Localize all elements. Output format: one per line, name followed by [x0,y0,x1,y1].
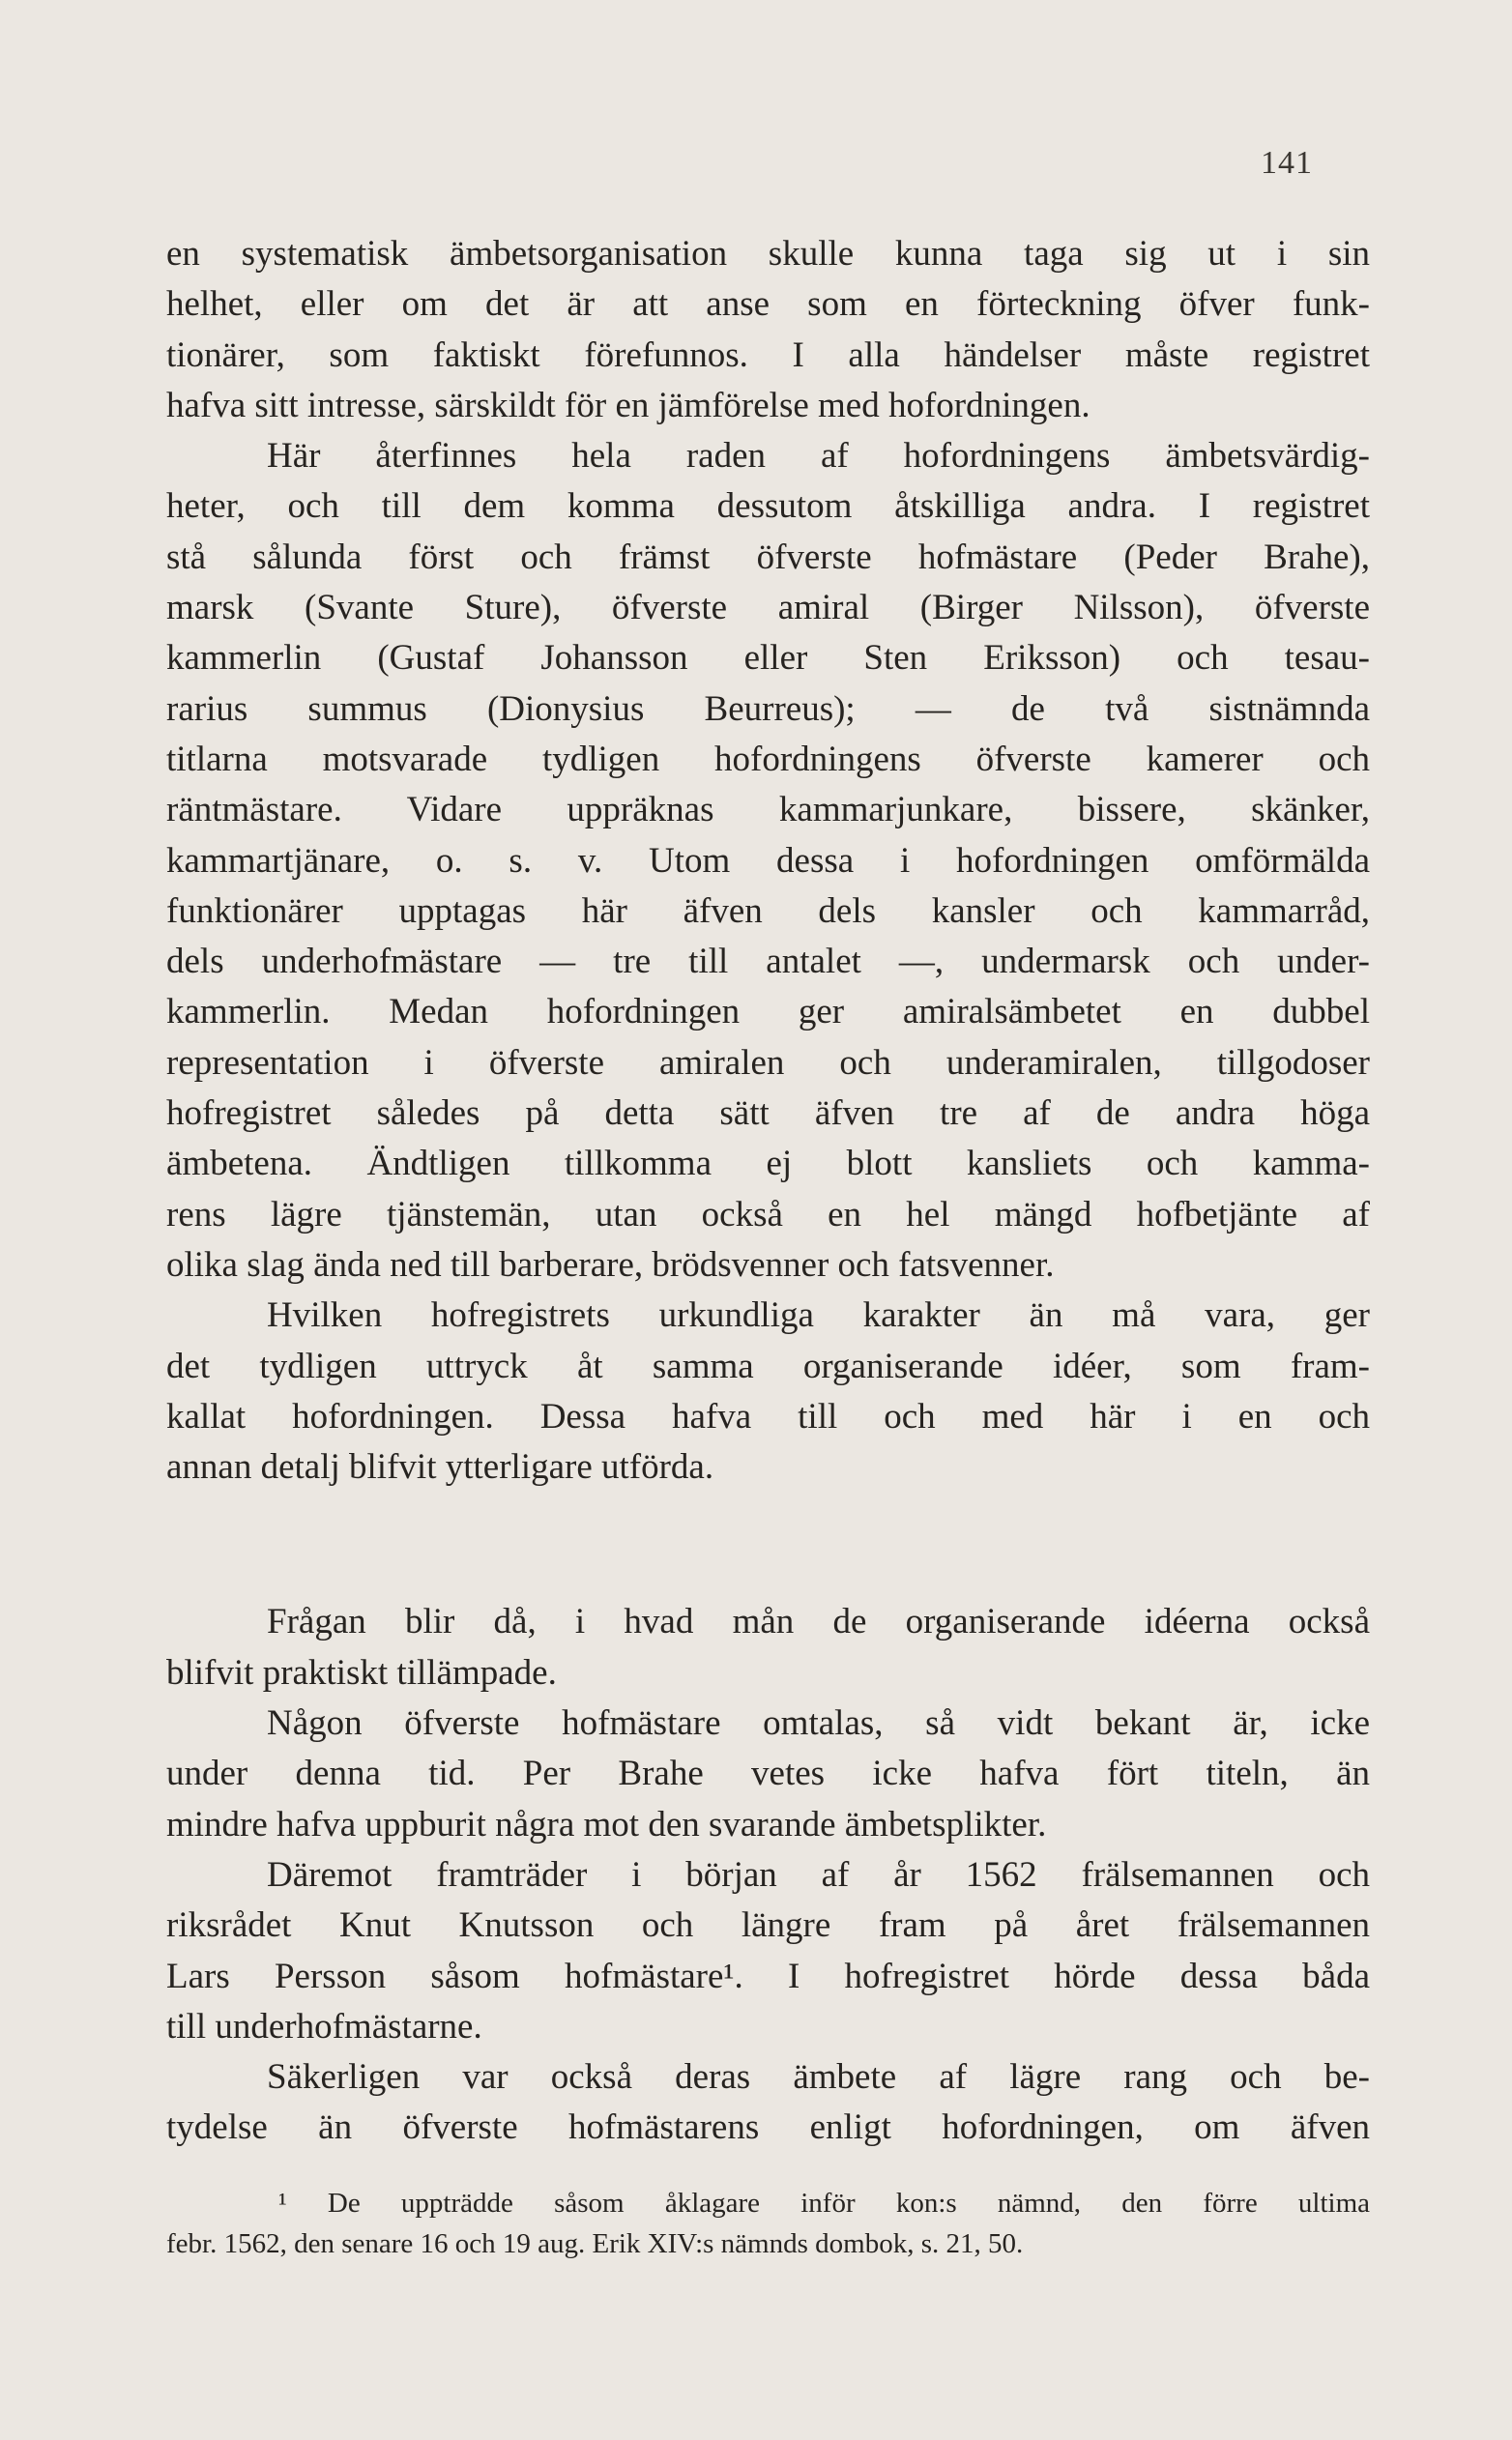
text-line: kammerlin (Gustaf Johansson eller Sten Eriksson) och tesau- [166,638,1370,679]
text-line: det tydligen uttryck åt samma organiserande idéer, som fram- [166,1346,1370,1386]
text-line: titlarna motsvarade tydligen hofordningens öfverste kamerer och [166,739,1370,779]
text-line: under denna tid. Per Brahe vetes icke hafva fört titeln, än [166,1754,1370,1794]
text-line: stå sålunda först och främst öfverste hofmästare (Peder Brahe), [166,537,1370,577]
text-line: kammerlin. Medan hofordningen ger amiralsämbetet en dubbel [166,992,1370,1032]
text-line: rarius summus (Dionysius Beurreus); — de två sistnämnda [166,688,1370,729]
text-line: kammartjänare, o. s. v. Utom dessa i hofordningen omförmälda [166,840,1370,881]
text-line: marsk (Svante Sture), öfverste amiral (Birger Nilsson), öfverste [166,588,1370,628]
text-line: tionärer, som faktiskt förefunnos. I alla händelser måste registret [166,334,1370,375]
text-line: rens lägre tjänstemän, utan också en hel mängd hofbetjänte af [166,1194,1370,1235]
text-line: Hvilken hofregistrets urkundliga karakter än må vara, ger [267,1295,1370,1336]
text-line: Frågan blir då, i hvad mån de organiserande idéerna också [267,1602,1370,1642]
text-line: Säkerligen var också deras ämbete af lägre rang och be- [267,2057,1370,2098]
text-line: representation i öfverste amiralen och underamiralen, tillgodoser [166,1042,1370,1083]
text-line: Däremot framträder i början af år 1562 frälsemannen och [267,1854,1370,1895]
text-line: tydelse än öfverste hofmästarens enligt hofordningen, om äfven [166,2107,1370,2148]
text-line: räntmästare. Vidare uppräknas kammarjunkare, bissere, skänker, [166,790,1370,830]
text-line: olika slag ända ned till barberare, brödsvenner och fatsvenner. [166,1244,1055,1285]
footnotes [166,2183,1370,2264]
text-line: helhet, eller om det är att anse som en förteckning öfver funk- [166,284,1370,325]
page-number: 141 [1261,145,1313,181]
text-line: kallat hofordningen. Dessa hafva till och med här i en och [166,1396,1370,1437]
section-break [166,1493,1370,1597]
text-line: till underhofmästarne. [166,2006,482,2047]
text-line: hafva sitt intresse, särskildt för en jämförelse med hofordningen. [166,385,1090,425]
text-line: dels underhofmästare — tre till antalet —, undermarsk och under- [166,942,1370,982]
footnote-line: ¹ De uppträdde såsom åklagare inför kon:s nämnd, den förre ultima [278,2188,1370,2219]
text-line: hofregistret således på detta sätt äfven tre af de andra höga [166,1093,1370,1134]
text-line: blifvit praktiskt tillämpade. [166,1652,557,1693]
footnote-line: febr. 1562, den senare 16 och 19 aug. Erik XIV:s nämnds dombok, s. 21, 50. [166,2228,1024,2259]
text-line: funktionärer upptagas här äfven dels kansler och kammarråd, [166,890,1370,931]
text-line: Någon öfverste hofmästare omtalas, så vidt bekant är, icke [267,1703,1370,1744]
text-line: Lars Persson såsom hofmästare¹. I hofregistret hörde dessa båda [166,1956,1370,1996]
text-line: riksrådet Knut Knutsson och längre fram på året frälsemannen [166,1905,1370,1946]
text-line: ämbetena. Ändtligen tillkomma ej blott kansliets och kamma- [166,1144,1370,1184]
body-text [166,229,1370,2154]
text-line: en systematisk ämbetsorganisation skulle kunna taga sig ut i sin [166,234,1370,274]
text-line: annan detalj blifvit ytterligare utförda. [166,1447,714,1488]
text-line: heter, och till dem komma dessutom åtskilliga andra. I registret [166,486,1370,527]
text-line: mindre hafva uppburit några mot den svarande ämbetsplikter. [166,1804,1047,1845]
text-line: Här återfinnes hela raden af hofordningens ämbetsvärdig- [267,436,1370,477]
